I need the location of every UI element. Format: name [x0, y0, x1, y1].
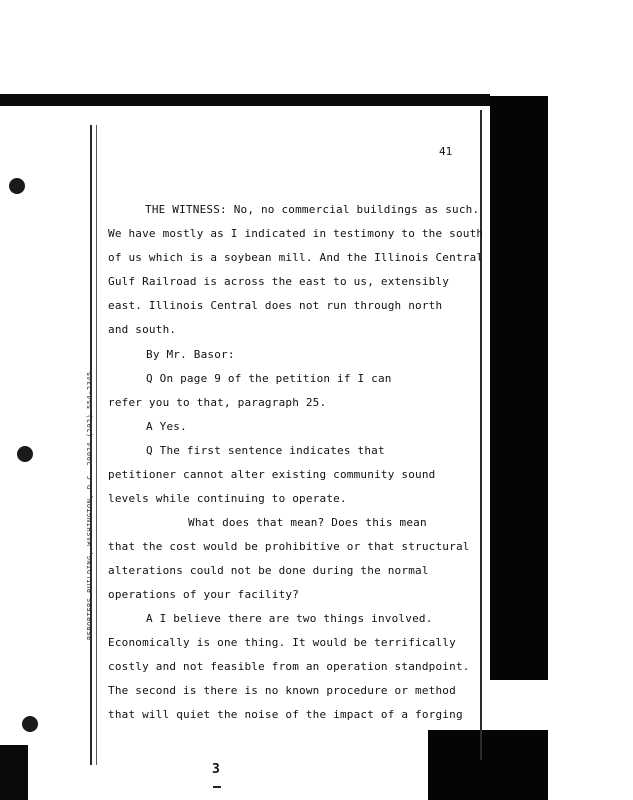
- transcript-line: and south.: [108, 323, 177, 336]
- transcript-line: We have mostly as I indicated in testimony to the south: [108, 227, 484, 240]
- transcript-line: Economically is one thing. It would be terrifically: [108, 636, 456, 649]
- binder-hole-middle: [17, 446, 33, 462]
- transcript-line: Q On page 9 of the petition if I can: [146, 372, 392, 385]
- transcript-line: A I believe there are two things involved.: [146, 612, 433, 625]
- footer-dash: [213, 786, 221, 788]
- scan-right-border: [490, 96, 548, 680]
- transcript-line: refer you to that, paragraph 25.: [108, 396, 327, 409]
- binder-hole-top: [9, 178, 25, 194]
- transcript-line: east. Illinois Central does not run through north: [108, 299, 443, 312]
- scan-bottom-right-block: [428, 730, 548, 800]
- transcript-line: A Yes.: [146, 420, 187, 433]
- transcript-line: By Mr. Basor:: [146, 348, 235, 361]
- transcript-line: of us which is a soybean mill. And the Illinois Central: [108, 251, 484, 264]
- transcript-line: petitioner cannot alter existing community sound: [108, 468, 436, 481]
- transcript-line: alterations could not be done during the normal: [108, 564, 429, 577]
- scan-left-bottom-strip: [0, 745, 28, 800]
- binder-hole-bottom: [22, 716, 38, 732]
- transcript-line: The second is there is no known procedure or method: [108, 684, 456, 697]
- right-margin-rule: [480, 110, 482, 760]
- left-margin-rule-inner: [96, 125, 97, 765]
- transcript-line: Q The first sentence indicates that: [146, 444, 385, 457]
- transcript-line: operations of your facility?: [108, 588, 300, 601]
- transcript-line: Gulf Railroad is across the east to us, extensibly: [108, 275, 450, 288]
- reporter-side-stamp: REPORTERS BUILDING, WASHINGTON, D.C. 20024 (202) 554-2345: [86, 371, 94, 640]
- transcript-line: that will quiet the noise of the impact of a forging: [108, 708, 463, 721]
- scan-top-border: [0, 94, 490, 106]
- transcript-line: What does that mean? Does this mean: [188, 516, 427, 529]
- transcript-line: THE WITNESS: No, no commercial buildings as such.: [145, 203, 480, 216]
- page-number: 41: [439, 145, 453, 158]
- transcript-line: levels while continuing to operate.: [108, 492, 347, 505]
- transcript-line: that the cost would be prohibitive or that structural: [108, 540, 470, 553]
- transcript-line: costly and not feasible from an operation standpoint.: [108, 660, 470, 673]
- footer-mark: 3: [212, 762, 220, 777]
